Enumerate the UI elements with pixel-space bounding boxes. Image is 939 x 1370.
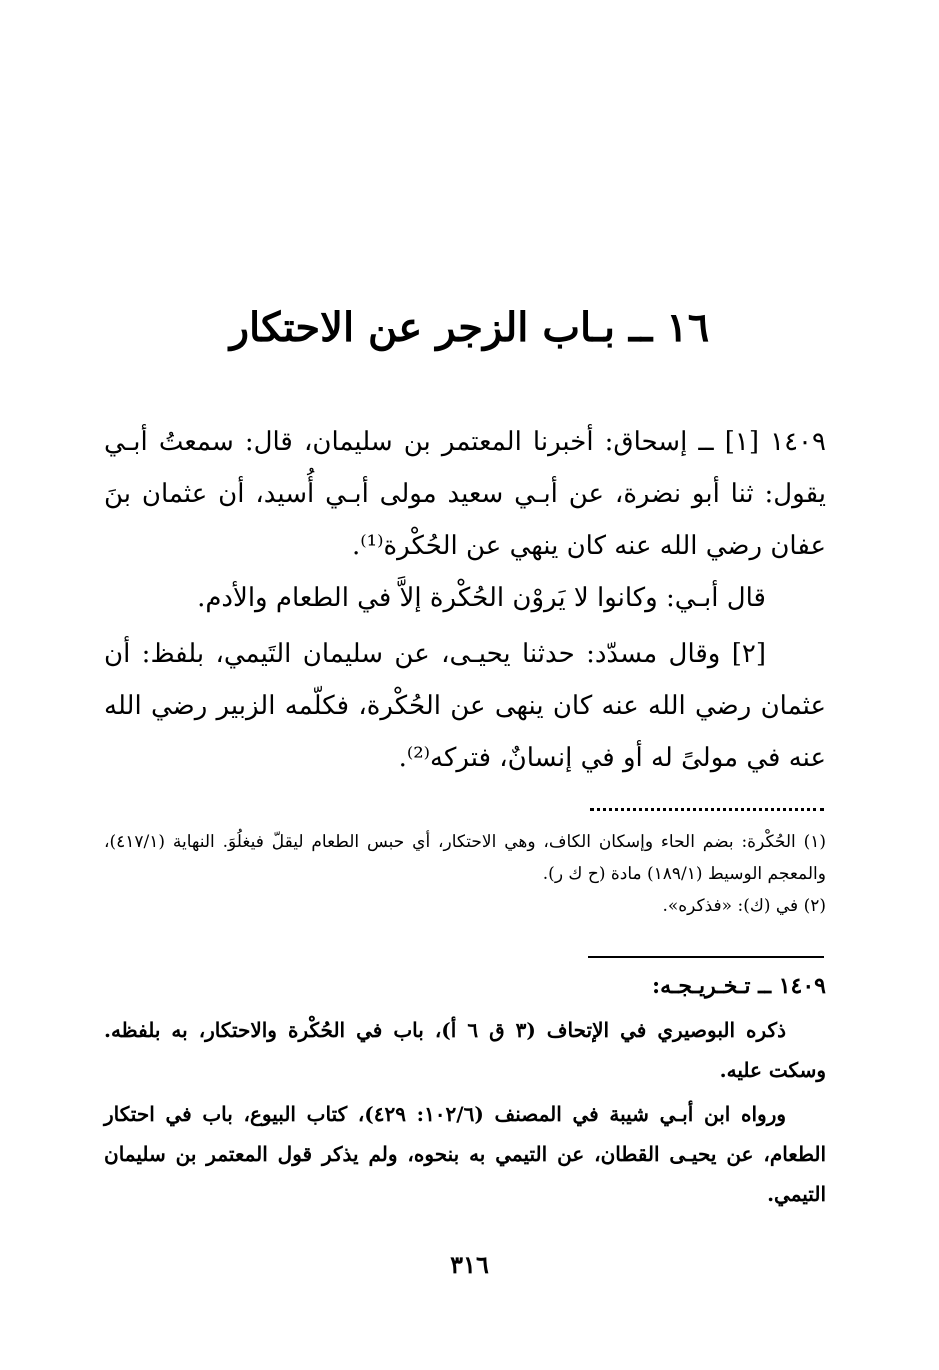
- page-number: ٣١٦: [450, 1250, 489, 1279]
- takhrij-heading: ١٤٠٩ ــ تـخـريـجـه:: [652, 973, 826, 999]
- hadith-paragraph-1: ١٤٠٩ [١] ــ إسحاق: أخبرنا المعتمر بن سليمان، قال: سمعتُ أبـي يقول: ثنا أبو نضرة، عن أبـي سعيد مولى أبـي أُسيد، أن عثمان بنَ عفان رضي الله عنه كان ينهي عن الحُكْرة⁽¹⁾.: [104, 427, 826, 561]
- takhrij-divider: [588, 956, 824, 958]
- hadith-paragraph-2: قال أبـي: وكانوا لا يَروْن الحُكْرة إلاَّ في الطعام والأدم.: [197, 583, 766, 613]
- chapter-title: ١٦ ــ بـاب الزجر عن الاحتكار: [229, 304, 710, 351]
- footnote-divider: [590, 808, 824, 811]
- takhrij-paragraph-2: ورواه ابن أبـي شيبة في المصنف (١٠٢/٦: ٤٢٩)، كتاب البيوع، باب في احتكار الطعام، عن يحيـى القطان، عن التيمي به بنحوه، ولم يذكر قول المعتمر بن سليمان التيمي.: [104, 1102, 826, 1206]
- footnote-2: (٢) في (ك): «فذكره».: [662, 896, 826, 916]
- takhrij-section: [104, 966, 826, 1218]
- footnote-1: (١) الحُكْرة: بضم الحاء وإسكان الكاف، وهي الاحتكار، أي حبس الطعام ليقلّ فيغلُوَ. النهاية (٤١٧/١)، والمعجم الوسيط (١٨٩/١) مادة (ح ك ر).: [104, 832, 826, 884]
- footnotes: [104, 826, 826, 922]
- hadith-paragraph-3: [٢] وقال مسدّد: حدثنا يحيـى، عن سليمان التَيمي، بلفظ: أن عثمان رضي الله عنه كان ينهى عن الحُكْرة، فكلّمه الزبير رضي الله عنه في مولىً له أو في إنسانٌ، فتركه⁽²⁾.: [104, 639, 826, 773]
- takhrij-paragraph-1: ذكره البوصيري في الإتحاف (٣ ق ٦ أ)، باب في الحُكْرة والاحتكار، به بلفظه. وسكت عليه.: [104, 1018, 826, 1082]
